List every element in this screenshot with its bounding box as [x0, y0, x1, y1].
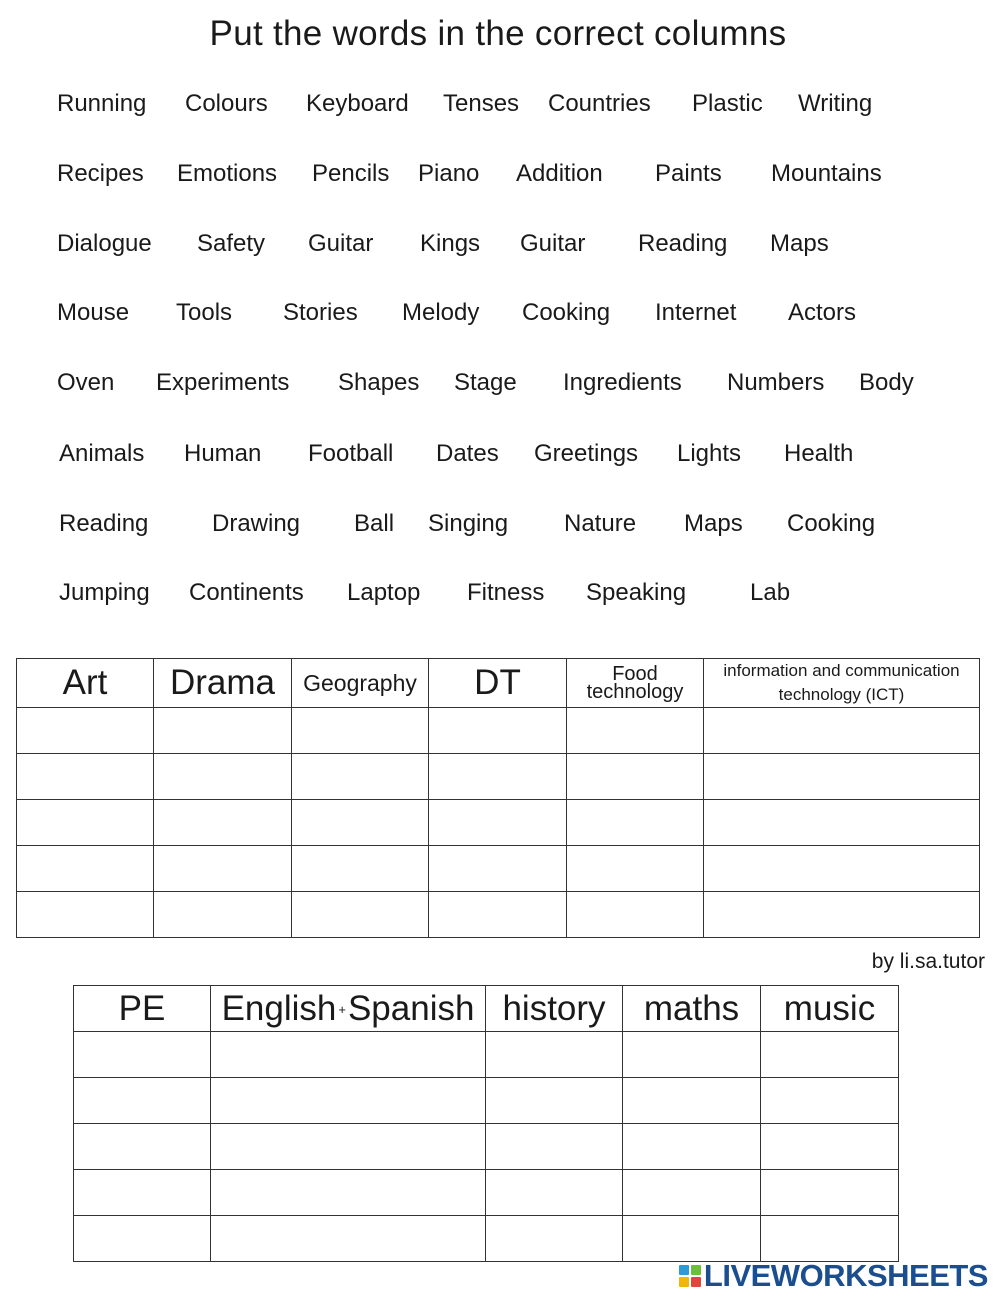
column-header-history: [486, 986, 623, 1032]
word-item[interactable]: Jumping: [59, 579, 150, 606]
header-label-line-2: technology (ICT): [778, 685, 905, 704]
word-item[interactable]: Shapes: [338, 369, 420, 396]
word-item[interactable]: Ingredients: [563, 369, 682, 396]
word-item[interactable]: Keyboard: [306, 90, 409, 117]
header-label: PE: [118, 988, 166, 1028]
word-item[interactable]: Guitar: [520, 230, 586, 257]
answer-cell[interactable]: [429, 846, 567, 892]
answer-cell[interactable]: [486, 1124, 623, 1170]
word-item[interactable]: Safety: [197, 230, 266, 257]
page-title: Put the words in the correct columns: [209, 14, 787, 53]
answer-row: [74, 1124, 899, 1170]
answer-cell[interactable]: [154, 892, 292, 938]
answer-row: [74, 1216, 899, 1262]
answer-cell[interactable]: [486, 1170, 623, 1216]
word-item[interactable]: Oven: [57, 369, 115, 396]
header-label: Art: [62, 663, 108, 702]
word-item[interactable]: Pencils: [312, 160, 390, 187]
header-label: Geography: [303, 670, 417, 696]
answer-cell[interactable]: [292, 800, 429, 846]
answer-row: [74, 1078, 899, 1124]
header-label: music: [783, 988, 876, 1028]
answer-cell[interactable]: [429, 800, 567, 846]
word-item[interactable]: Reading: [59, 510, 149, 537]
answer-cell[interactable]: [623, 1032, 761, 1078]
column-header-english-spanish: [211, 986, 486, 1032]
answer-cell[interactable]: [761, 1216, 899, 1262]
answer-cell[interactable]: [429, 708, 567, 754]
word-item[interactable]: Colours: [185, 90, 268, 117]
answer-cell[interactable]: [567, 800, 704, 846]
answer-cell[interactable]: [74, 1124, 211, 1170]
word-item[interactable]: Continents: [189, 579, 304, 606]
answer-row: [74, 1032, 899, 1078]
word-item[interactable]: Mouse: [57, 299, 130, 326]
answer-cell[interactable]: [211, 1078, 486, 1124]
word-item[interactable]: Singing: [428, 510, 509, 537]
answer-cell[interactable]: [154, 846, 292, 892]
answer-cell[interactable]: [292, 892, 429, 938]
answer-cell[interactable]: [704, 708, 980, 754]
column-header-food-technology: [567, 659, 704, 708]
answer-cell[interactable]: [567, 754, 704, 800]
word-item[interactable]: Body: [859, 369, 914, 396]
answer-cell[interactable]: [17, 708, 154, 754]
header-label: maths: [643, 988, 740, 1028]
answer-cell[interactable]: [761, 1124, 899, 1170]
answer-cell[interactable]: [17, 892, 154, 938]
answer-cell[interactable]: [292, 708, 429, 754]
header-label-english: English: [221, 988, 337, 1028]
word-item[interactable]: Maps: [684, 510, 743, 537]
plus-sign: +: [338, 1001, 346, 1017]
answer-cell[interactable]: [154, 754, 292, 800]
answer-cell[interactable]: [74, 1216, 211, 1262]
answer-cell[interactable]: [211, 1216, 486, 1262]
word-item[interactable]: Laptop: [347, 579, 421, 606]
word-item[interactable]: Stage: [454, 369, 517, 396]
answer-cell[interactable]: [486, 1216, 623, 1262]
column-header-maths: [623, 986, 761, 1032]
word-item[interactable]: Running: [57, 90, 147, 117]
column-header-drama: [154, 659, 292, 708]
answer-row: [17, 800, 980, 846]
answer-row: [17, 754, 980, 800]
answer-cell[interactable]: [17, 754, 154, 800]
answer-cell[interactable]: [704, 846, 980, 892]
answer-cell[interactable]: [567, 892, 704, 938]
word-item[interactable]: Tenses: [443, 90, 520, 117]
subjects-table-2: [73, 985, 899, 1262]
subjects-table-1: [16, 658, 980, 938]
word-item[interactable]: Drawing: [212, 510, 301, 537]
word-item[interactable]: Football: [308, 440, 394, 467]
header-label-line-2: technology: [586, 681, 684, 703]
word-item[interactable]: Health: [784, 440, 854, 467]
header-label-line-1: Food: [612, 663, 658, 685]
column-header-pe: [74, 986, 211, 1032]
word-item[interactable]: Lights: [677, 440, 742, 467]
answer-cell[interactable]: [429, 892, 567, 938]
word-item[interactable]: Reading: [638, 230, 728, 257]
answer-cell[interactable]: [486, 1032, 623, 1078]
word-item[interactable]: Addition: [516, 160, 603, 187]
answer-row: [17, 892, 980, 938]
column-header-ict: [704, 659, 980, 708]
column-header-music: [761, 986, 899, 1032]
header-label-spanish: Spanish: [347, 988, 475, 1028]
answer-cell[interactable]: [704, 800, 980, 846]
table-header-row: [74, 986, 899, 1032]
word-item[interactable]: Actors: [788, 299, 857, 326]
word-item[interactable]: Maps: [770, 230, 829, 257]
word-item[interactable]: Dialogue: [57, 230, 152, 257]
word-item[interactable]: Dates: [436, 440, 499, 467]
word-item[interactable]: Ball: [354, 510, 395, 537]
brand-name: LIVEWORKSHEETS: [703, 1258, 988, 1293]
word-item[interactable]: Kings: [420, 230, 481, 257]
word-item[interactable]: Mountains: [771, 160, 882, 187]
answer-cell[interactable]: [17, 846, 154, 892]
answer-cell[interactable]: [74, 1170, 211, 1216]
answer-cell[interactable]: [623, 1216, 761, 1262]
word-item[interactable]: Cooking: [522, 299, 611, 326]
author-credit: by li.sa.tutor: [871, 950, 985, 973]
liveworksheets-logo-icon: [679, 1265, 701, 1287]
column-header-dt: [429, 659, 567, 708]
word-item[interactable]: Speaking: [586, 579, 687, 606]
word-item[interactable]: Nature: [564, 510, 637, 537]
answer-cell[interactable]: [704, 754, 980, 800]
header-label: Drama: [169, 663, 276, 702]
answer-cell[interactable]: [429, 754, 567, 800]
liveworksheets-brand: [679, 1259, 988, 1293]
answer-row: [17, 846, 980, 892]
header-label: DT: [474, 663, 521, 702]
word-item[interactable]: Animals: [59, 440, 145, 467]
word-item[interactable]: Greetings: [534, 440, 639, 467]
answer-cell[interactable]: [623, 1078, 761, 1124]
answer-row: [74, 1170, 899, 1216]
answer-cell[interactable]: [17, 800, 154, 846]
table-header-row: [17, 659, 980, 708]
word-item[interactable]: Stories: [283, 299, 358, 326]
word-item[interactable]: Emotions: [177, 160, 278, 187]
answer-cell[interactable]: [567, 846, 704, 892]
answer-row: [17, 708, 980, 754]
word-item[interactable]: Guitar: [308, 230, 374, 257]
answer-cell[interactable]: [486, 1078, 623, 1124]
answer-cell[interactable]: [74, 1078, 211, 1124]
answer-cell[interactable]: [623, 1170, 761, 1216]
answer-cell[interactable]: [154, 800, 292, 846]
header-label-line-1: information and communication: [723, 661, 960, 680]
word-item[interactable]: Recipes: [57, 160, 144, 187]
answer-cell[interactable]: [567, 708, 704, 754]
answer-cell[interactable]: [761, 1170, 899, 1216]
word-item[interactable]: Writing: [798, 90, 873, 117]
word-item[interactable]: Paints: [655, 160, 722, 187]
word-item[interactable]: Fitness: [467, 579, 545, 606]
answer-cell[interactable]: [704, 892, 980, 938]
word-item[interactable]: Countries: [548, 90, 651, 117]
answer-cell[interactable]: [211, 1124, 486, 1170]
word-item[interactable]: Piano: [418, 160, 480, 187]
answer-cell[interactable]: [761, 1078, 899, 1124]
word-item[interactable]: Tools: [176, 299, 233, 326]
answer-cell[interactable]: [292, 754, 429, 800]
answer-cell[interactable]: [211, 1032, 486, 1078]
column-header-art: [17, 659, 154, 708]
word-item[interactable]: Melody: [402, 299, 480, 326]
word-item[interactable]: Lab: [750, 579, 791, 606]
word-item[interactable]: Plastic: [692, 90, 763, 117]
word-item[interactable]: Human: [184, 440, 262, 467]
word-item[interactable]: Internet: [655, 299, 737, 326]
header-label: history: [502, 988, 606, 1028]
answer-cell[interactable]: [623, 1124, 761, 1170]
answer-cell[interactable]: [154, 708, 292, 754]
answer-cell[interactable]: [761, 1032, 899, 1078]
word-item[interactable]: Experiments: [156, 369, 290, 396]
answer-cell[interactable]: [74, 1032, 211, 1078]
word-item[interactable]: Cooking: [787, 510, 876, 537]
answer-cell[interactable]: [211, 1170, 486, 1216]
word-item[interactable]: Numbers: [727, 369, 825, 396]
answer-cell[interactable]: [292, 846, 429, 892]
column-header-geography: [292, 659, 429, 708]
